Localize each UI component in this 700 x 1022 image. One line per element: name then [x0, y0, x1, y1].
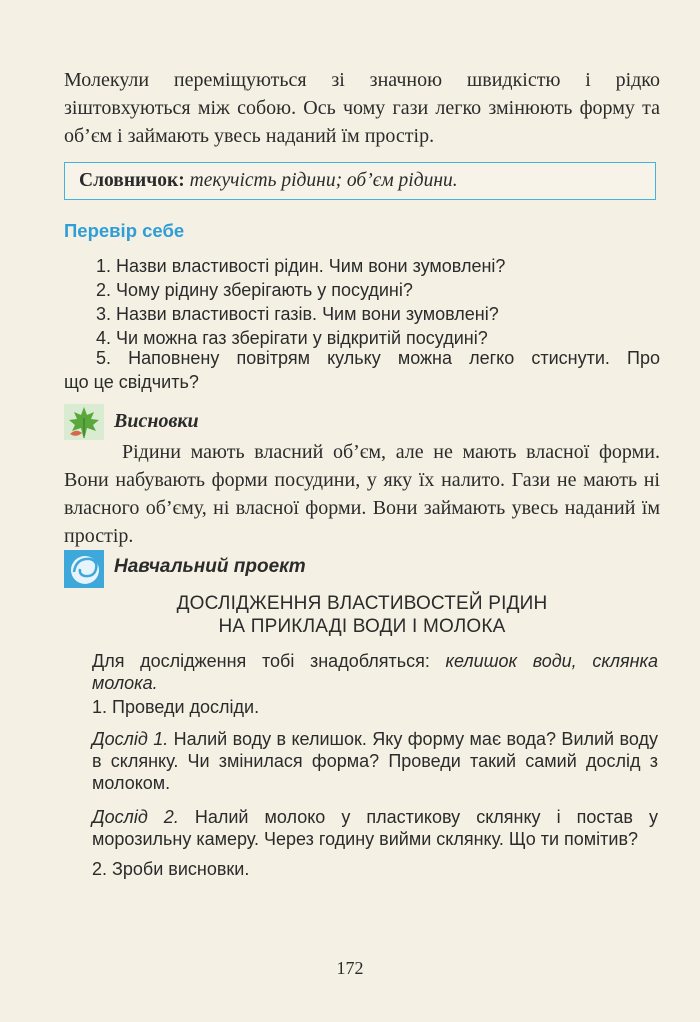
question-5-line-1: 5. Наповнену повітрям кульку можна легко стиснути. Про	[96, 348, 660, 368]
needs-items: келишок води, склянка молока.	[92, 651, 659, 693]
needs-paragraph	[92, 650, 658, 694]
question-item: 3. Назви властивості газів. Чим вони зумовлені?	[96, 304, 499, 324]
check-yourself-heading: Перевір себе	[64, 220, 185, 241]
intro-paragraph: Молекули переміщуються зі значною швидкістю і рідко зіштовхуються між собою. Ось чому гази легко змінюють форму та об’єм і займають увесь наданий їм простір.	[64, 69, 660, 147]
project-heading-line-1: ДОСЛІДЖЕННЯ ВЛАСТИВОСТЕЙ РІДИН	[176, 593, 548, 614]
question-item: 4. Чи можна газ зберігати у відкритій посудині?	[96, 328, 488, 348]
vocabulary-label: Словничок:	[79, 170, 185, 191]
experiment-2-text: Налий молоко у пластикову склянку і постав у морозильну камеру. Через годину вийми склянку. Що ти помітив?	[92, 807, 658, 849]
question-item: 1. Назви властивості рідин. Чим вони зумовлені?	[96, 256, 506, 276]
page-number: 172	[336, 958, 364, 978]
step-1: 1. Проведи досліди.	[92, 697, 260, 717]
question-item: 2. Чому рідину зберігають у посудині?	[96, 280, 413, 300]
experiment-1-text: Налий воду в келишок. Яку форму має вода? Вилий воду в склянку. Чи змінилася форма? Проведи такий самий дослід з молоком.	[92, 729, 658, 793]
question-item-5	[64, 346, 660, 394]
conclusions-text	[64, 438, 660, 550]
experiment-2-label: Дослід 2.	[92, 807, 179, 827]
step-2: 2. Зроби висновки.	[92, 859, 250, 879]
vocabulary-box	[64, 162, 656, 200]
needs-label: Для дослідження тобі знадобляться:	[92, 651, 446, 671]
experiment-1	[92, 728, 658, 794]
question-list	[96, 254, 660, 350]
vocabulary-terms: текучість рідини; об’єм рідини.	[189, 170, 458, 191]
maple-leaf-icon	[64, 404, 104, 440]
experiment-2	[92, 806, 658, 850]
project-heading	[64, 592, 660, 638]
conclusions-body: Рідини мають власний об’єм, але не мають власної форми. Вони набувають форми посудини, у яку їх налито. Гази не мають ні власного об’єму, ні власної форми. Вони займають увесь наданий їм простір.	[64, 441, 660, 547]
conclusions-title: Висновки	[114, 410, 199, 432]
project-heading-line-2: НА ПРИКЛАДІ ВОДИ І МОЛОКА	[218, 616, 506, 637]
project-title: Навчальний проект	[114, 556, 306, 577]
experiment-1-label: Дослід 1.	[92, 729, 169, 749]
question-5-line-2: що це свідчить?	[64, 372, 199, 392]
swirl-icon	[64, 550, 104, 588]
